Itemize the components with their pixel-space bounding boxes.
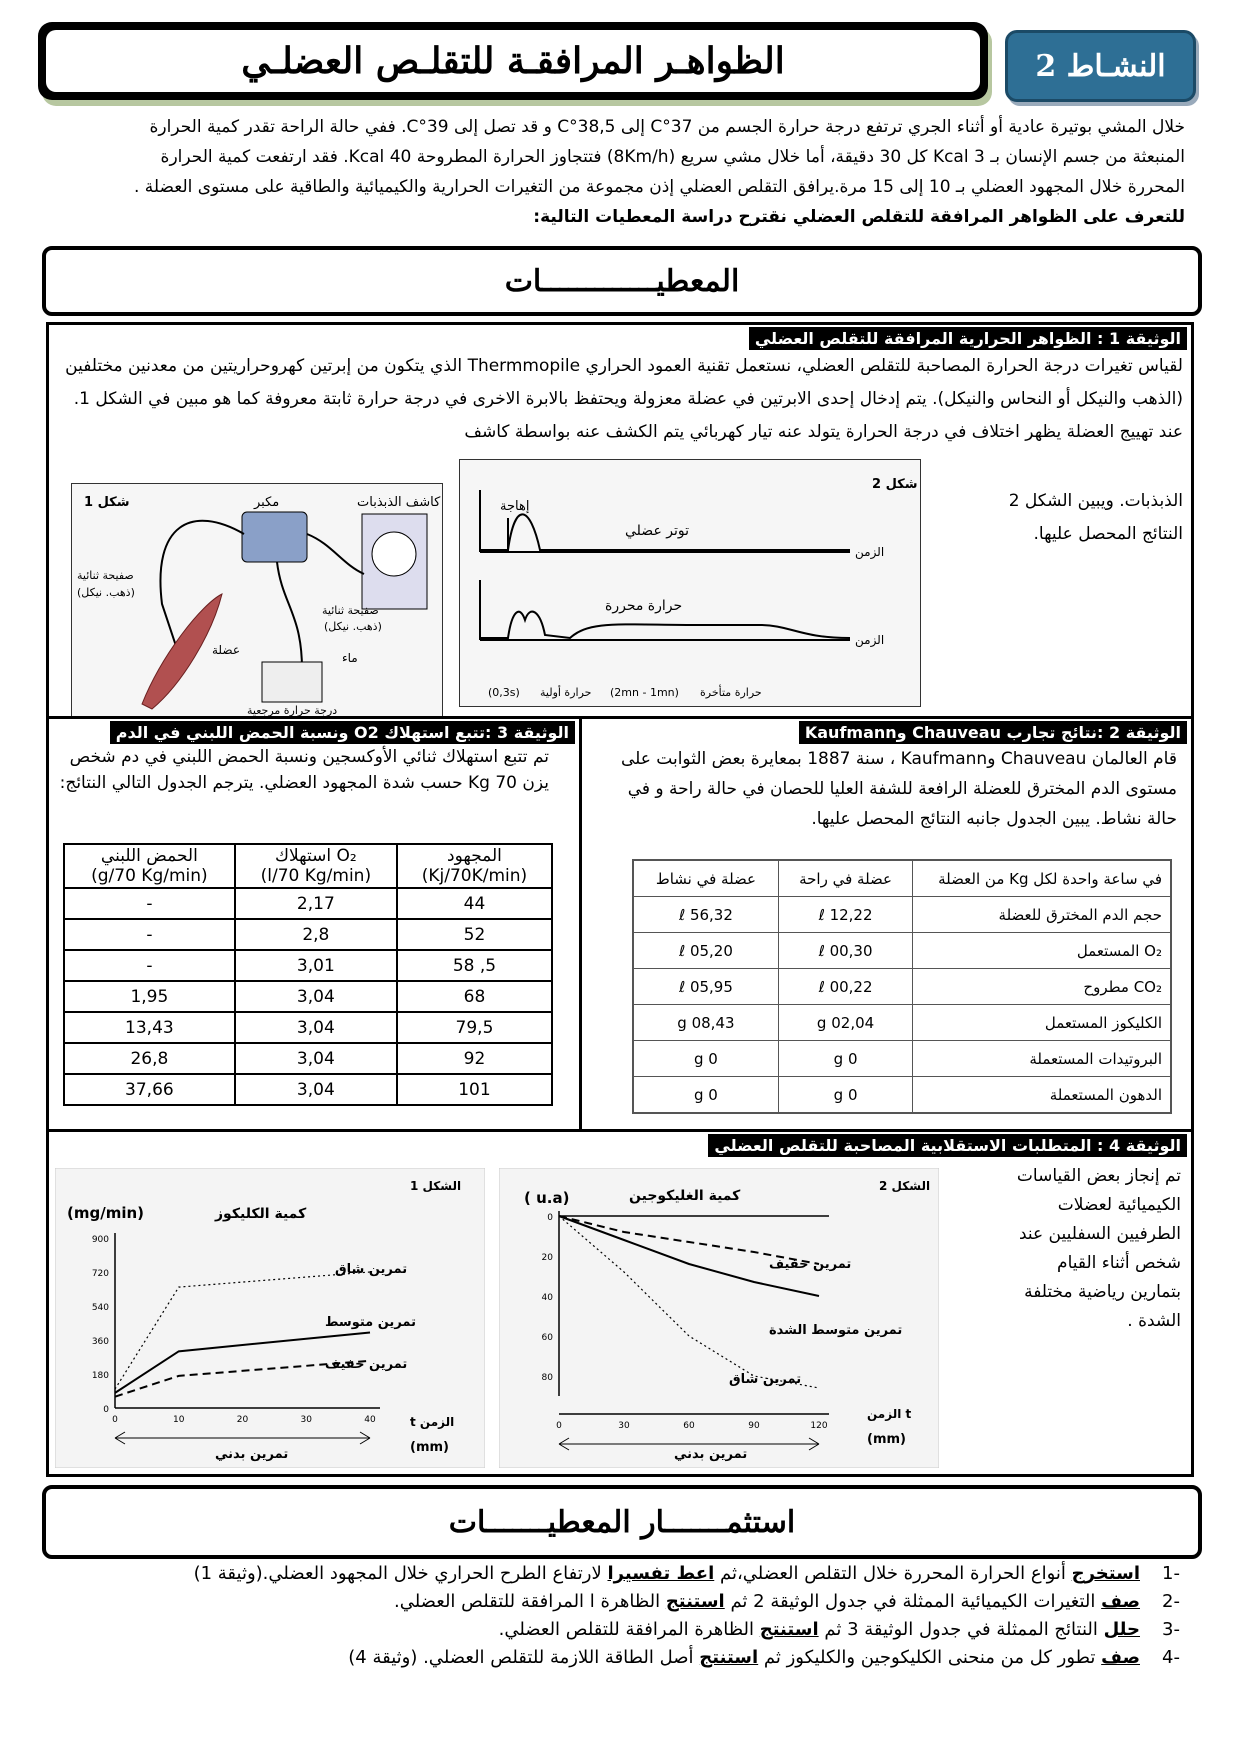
table-row: 1,95 3,04 68 xyxy=(64,981,552,1012)
chart2-title: كمية الغليكوجين xyxy=(629,1188,741,1204)
fig2-delayed-time: (2mn - 1mn) xyxy=(610,686,679,699)
question-3: -3 حلل النتائج الممثلة في جدول الوثيقة 3 ثم استنتج الظاهرة المرافقة للتقلص العضلي. xyxy=(498,1619,1180,1640)
chart2-xunit: (mm) xyxy=(867,1432,906,1447)
doc2-text: قام العالمان Chauveau وKaufmann ، سنة 1887 بمعايرة بعض الثوابت على مستوى الدم المخترق للعضلة الرافعة للشفة العليا للحصان في حالة راحة و في حالة نشاط. يبين الجدول جانبه النتائج المحصل عليها. xyxy=(620,749,1177,829)
fig1-muscle: عضلة xyxy=(212,643,240,657)
y-tick-label: 0 xyxy=(547,1213,553,1223)
fig1-plate-right-sub: (ذهب. نيكل) xyxy=(324,620,382,633)
oscilloscope-screen xyxy=(372,532,416,576)
y-tick-label: 360 xyxy=(91,1337,109,1347)
amplifier-shape xyxy=(242,512,307,562)
table-row: 13,43 3,04 79,5 xyxy=(64,1012,552,1043)
fig1-label: شكل 1 xyxy=(84,495,130,510)
doc3-title: الوثيقة 3 :تتبع استهلاك O2 ونسبة الحمض اللبني في الدم xyxy=(110,721,575,744)
table-row: - 3,01 58 ,5 xyxy=(64,950,552,981)
fig1-amplifier: مكبر xyxy=(254,495,280,510)
document-2 xyxy=(579,716,1194,1135)
data-banner: المعطيـــــــــــــات xyxy=(42,246,1202,316)
chart2-ylabel: ( u.a) xyxy=(524,1189,570,1207)
fig1-plate-left-sub: (ذهب. نيكل) xyxy=(77,586,135,599)
th2-c0: في ساعة واحدة لكل Kg من العضلة xyxy=(913,860,1171,897)
y-tick-label: 540 xyxy=(91,1303,109,1313)
chart-glucose xyxy=(55,1168,485,1468)
table-row: الدهون المستعملة 0 g 0 g xyxy=(633,1077,1171,1114)
chart2-label: الشكل 2 xyxy=(879,1179,931,1193)
muscle-shape xyxy=(142,594,222,709)
fig1-detector: كاشف الذبذبات xyxy=(357,495,441,510)
x-tick-label: 0 xyxy=(556,1421,562,1431)
fig2-initial-time: (0,3s) xyxy=(488,686,520,699)
table-row: حجم الدم المخترق للعضلة 12,22 ℓ 56,32 ℓ xyxy=(633,897,1171,933)
table-row: - 2,17 44 xyxy=(64,888,552,919)
series-label-1: تمرين خفيف xyxy=(769,1257,852,1272)
x-tick-label: 90 xyxy=(748,1421,760,1431)
figure-1-apparatus xyxy=(71,483,443,717)
fig2-stimulus: إهاجة xyxy=(500,499,530,514)
table-row: - 2,8 52 xyxy=(64,919,552,950)
th3-c0-b: (Kj/70K/min) xyxy=(421,866,528,886)
question-4: -4 صف تطور كل من منحنى الكليكوجين والكليكوز ثم استنتج أصل الطاقة اللازمة للتقلص العضلي. (وثيقة 4) xyxy=(348,1647,1180,1668)
x-tick-label: 60 xyxy=(683,1421,695,1431)
activity-label: النشـاط 2 xyxy=(1005,30,1196,102)
wire-down xyxy=(277,562,302,669)
y-tick-label: 40 xyxy=(541,1293,553,1303)
chart-glycogen xyxy=(499,1168,939,1468)
fig2-tension: توتر عضلي xyxy=(625,523,689,539)
intro-question: للتعرف على الظواهر المرافقة للتقلص العضلي نقترح دراسة المعطيات التالية: xyxy=(533,207,1185,227)
x-tick-label: 40 xyxy=(364,1415,376,1425)
doc4-side-text: تم إنجاز بعض القياسات الكيميائية لعضلات الطرفيين السفليين عند شخص أثناء القيام بتمارين رياضية مختلفة الشدة . xyxy=(1016,1166,1181,1331)
th2-c1: عضلة في راحة xyxy=(778,860,912,897)
question-2: -2 صف التغيرات الكيميائية الممثلة في جدول الوثيقة 2 ثم استنتج الظاهرة ا المرافقة للتقلص العضلي. xyxy=(393,1591,1180,1612)
table-row: CO₂ مطروح 00,22 ℓ 05,95 ℓ xyxy=(633,969,1171,1005)
chart1-ylabel: (mg/min) xyxy=(67,1204,145,1222)
fig1-plate-left: صفيحة ثنائية xyxy=(77,569,134,582)
page-title: الظواهـر المرافقـة للتقلـص العضلـي xyxy=(46,30,980,92)
figure-2-heat-curves xyxy=(459,459,921,707)
table-row: البروتيدات المستعملة 0 g 0 g xyxy=(633,1041,1171,1077)
th3-c1-b: (l/70 Kg/min) xyxy=(260,866,372,886)
th3-c0-a: المجهود xyxy=(447,846,502,866)
x-tick-label: 20 xyxy=(236,1415,249,1425)
series-label-2: تمرين متوسط xyxy=(325,1315,416,1330)
chart1-xlabel: t الزمن xyxy=(410,1415,455,1429)
intro-line: خلال المشي بوتيرة عادية أو أثناء الجري ترتفع درجة حرارة الجسم من 37°C إلى 38,5°C و قد تصل إلى 39°C. ففي حالة الراحة تقدر كمية الحرارة xyxy=(149,117,1185,137)
table-row: 26,8 3,04 92 xyxy=(64,1043,552,1074)
series-label-1: تمرين شاق xyxy=(335,1262,408,1277)
fig2-delayed: حرارة متأخرة xyxy=(700,686,762,699)
table-row: 37,66 3,04 101 xyxy=(64,1074,552,1105)
fig2-label: شكل 2 xyxy=(872,477,918,492)
fig2-time1: الزمن xyxy=(855,545,885,559)
document-4 xyxy=(46,1129,1194,1477)
th3-c2-a: الحمض اللبني xyxy=(100,846,198,866)
x-tick-label: 30 xyxy=(300,1415,312,1425)
fig1-plate-right: صفيحة ثنائية xyxy=(322,604,379,617)
doc4-title: الوثيقة 4 : المتطلبات الاستقلابية المصاحبة للتقلص العضلي xyxy=(708,1134,1187,1157)
doc2-table xyxy=(632,859,1172,1114)
intro-text xyxy=(50,112,1185,232)
y-tick-label: 80 xyxy=(541,1373,553,1383)
intro-line: المنبعثة من جسم الإنسان بـ 3 Kcal كل 30 دقيقة، أما خلال مشي سريع (8Km/h) فتتجاوز الحرارة المطروحة 40 Kcal. فقد ارتفعت كمية الحرارة xyxy=(160,147,1185,167)
water-beaker xyxy=(262,662,322,702)
doc3-table xyxy=(63,843,553,1106)
th2-c2: عضلة في نشاط xyxy=(633,860,778,897)
series-label-3: تمرين شاق xyxy=(729,1372,802,1387)
th3-c2-b: (g/70 Kg/min) xyxy=(91,866,208,886)
x-tick-label: 120 xyxy=(810,1421,828,1431)
chart1-xcaption: تمرين بدني xyxy=(215,1447,289,1462)
question-1: -1 استخرج أنواع الحرارة المحررة خلال التقلص العضلي،ثم اعط تفسيرا لارتفاع الطرح الحراري خلال المجهود العضلي.(وثيقة 1) xyxy=(193,1563,1180,1584)
y-tick-label: 900 xyxy=(91,1235,109,1245)
fig1-water: ماء xyxy=(342,651,358,665)
exploitation-banner: استثمـــــــار المعطيـــــــات xyxy=(42,1485,1202,1559)
table-row: الكليكوز المستعمل 02,04 g 08,43 g xyxy=(633,1005,1171,1041)
series-label-2: تمرين متوسط الشدة xyxy=(769,1323,903,1338)
y-tick-label: 20 xyxy=(541,1253,553,1263)
document-1 xyxy=(46,322,1194,722)
chart1-label: الشكل 1 xyxy=(410,1179,462,1193)
y-tick-label: 180 xyxy=(91,1371,109,1381)
wire-right xyxy=(307,534,364,574)
intro-line: المحررة خلال المجهود العضلي بـ 10 إلى 15 مرة.يرافق التقلص العضلي إذن مجموعة من التغيرات الحرارية والكيميائية والطاقية على مستوى العضلة . xyxy=(133,177,1185,197)
doc1-side-text: الذبذبات. ويبين الشكل 2 النتائج المحصل عليها. xyxy=(1008,491,1183,544)
table-row: O₂ المستعمل 00,30 ℓ 05,20 ℓ xyxy=(633,933,1171,969)
fig2-time2: الزمن xyxy=(855,633,885,647)
heat-curve xyxy=(480,612,850,638)
y-tick-label: 0 xyxy=(103,1405,109,1415)
title-bar xyxy=(38,22,988,100)
questions-list xyxy=(70,1560,1180,1672)
doc1-title: الوثيقة 1 : الظواهر الحرارية المرافقة للتقلص العضلي xyxy=(749,327,1187,350)
x-tick-label: 10 xyxy=(173,1415,185,1425)
document-3 xyxy=(46,716,582,1135)
doc3-text: تم تتبع استهلاك ثنائي الأوكسجين ونسبة الحمض اللبني في دم شخص يزن 70 Kg حسب شدة المجهود العضلي. يترجم الجدول التالي النتائج: xyxy=(59,747,549,793)
y-tick-label: 720 xyxy=(91,1269,109,1279)
chart1-title: كمية الكليكوز xyxy=(215,1206,307,1222)
chart2-xcaption: تمرين بدني xyxy=(674,1447,748,1462)
doc2-title: الوثيقة 2 :نتائج تجارب Chauveau وKaufmann xyxy=(799,721,1187,744)
fig1-reference: درجة حرارة مرجعية xyxy=(247,704,338,717)
x-tick-label: 30 xyxy=(618,1421,630,1431)
x-tick-label: 0 xyxy=(112,1415,118,1425)
series-label-3: تمرين خفيف xyxy=(325,1357,408,1372)
fig2-initial: حرارة أولية xyxy=(540,686,592,699)
doc1-text: لقياس تغيرات درجة الحرارة المصاحبة للتقلص العضلي، نستعمل تقنية العمود الحراري Thermmopile الذي يتكون من إبرتين كهروحراريتين من معدنين مختلفين (الذهب والنيكل أو النحاس والنيكل). يتم إدخال إحدى الابرتين في عضلة معزولة ويحتفظ بالابرة الاخرى في درجة حرارة ثابتة معروفة كما هو مبين في الشكل 1. عند تهييج العضلة يظهر اختلاف في درجة الحرارة يتولد عنه تيار كهربائي يتم الكشف عنه بواسطة كاشف xyxy=(65,356,1183,442)
th3-c1-a: استهلاك O₂ xyxy=(275,846,357,866)
chart2-xlabel: الزمن t xyxy=(867,1407,912,1421)
fig2-heat: حرارة محررة xyxy=(605,598,683,614)
y-tick-label: 60 xyxy=(541,1333,553,1343)
chart1-xunit: (mm) xyxy=(410,1440,449,1455)
